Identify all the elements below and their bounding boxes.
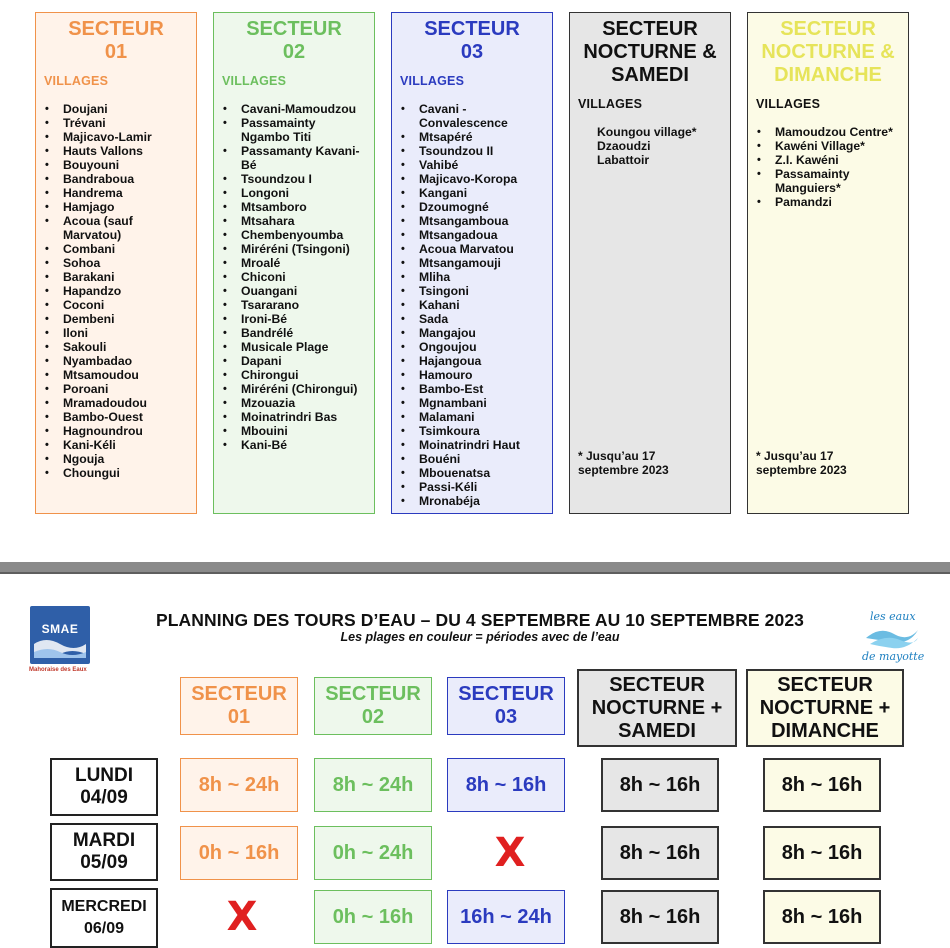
village-item: • Iloni	[44, 326, 188, 340]
slot-mercredi-nocturne-samedi: 8h ~ 16h	[601, 890, 719, 944]
village-item: • Miréréni (Chirongui)	[222, 382, 366, 396]
village-item: Marvatou)	[63, 228, 122, 242]
sector-nocturne-dimanche-title: SECTEUR NOCTURNE & DIMANCHE	[761, 18, 895, 86]
village-item: • Combani	[44, 242, 188, 256]
slot-mercredi-nocturne-dimanche: 8h ~ 16h	[763, 890, 881, 944]
village-item: Ngambo Titi	[241, 130, 312, 144]
village-item: • Tsararano	[222, 298, 366, 312]
village-item: • Trévani	[44, 116, 188, 130]
village-item: • Chiconi	[222, 270, 366, 284]
village-item: • Mramadoudou	[44, 396, 188, 410]
slot-mercredi-secteur-01-cross: X	[226, 894, 258, 940]
smae-logo-tagline: Mahoraise des Eaux	[29, 667, 87, 673]
sector-nocturne-samedi-subtitle: VILLAGES	[578, 97, 643, 111]
village-item: • Kawéni Village*	[756, 139, 900, 153]
village-item: • Handrema	[44, 186, 188, 200]
village-item: • Mamoudzou Centre*	[756, 125, 900, 139]
village-item: • Coconi	[44, 298, 188, 312]
village-item: • Cavani -	[400, 102, 544, 116]
village-item: • Miréréni (Tsingoni)	[222, 242, 366, 256]
village-item: • Mtsangamboua	[400, 214, 544, 228]
slot-mercredi-secteur-03: 16h ~ 24h	[447, 890, 565, 944]
sector-01-panel	[35, 12, 197, 514]
village-item: • Mtsangamouji	[400, 256, 544, 270]
village-item: • Kahani	[400, 298, 544, 312]
planning-title: PLANNING DES TOURS D’EAU – DU 4 SEPTEMBRE AU 10 SEPTEMBRE 2023	[155, 610, 804, 630]
sector-01-title: SECTEUR 01	[68, 18, 164, 63]
sector-03-village-list	[400, 102, 544, 508]
village-item: • Hauts Vallons	[44, 144, 188, 158]
village-item: • Passamainty	[222, 116, 366, 130]
village-item: • Poroani	[44, 382, 188, 396]
slot-lundi-secteur-01: 8h ~ 24h	[180, 758, 298, 812]
village-item: • Mliha	[400, 270, 544, 284]
village-item: • Bouéni	[400, 452, 544, 466]
village-item: • Hagnoundrou	[44, 424, 188, 438]
village-item: • Majicavo-Koropa	[400, 172, 544, 186]
village-item: • Bouyouni	[44, 158, 188, 172]
village-item: • Hamjago	[44, 200, 188, 214]
village-item: • Ongoujou	[400, 340, 544, 354]
sector-nocturne-dimanche-panel	[747, 12, 909, 514]
village-item: • Ouangani	[222, 284, 366, 298]
village-item: • Ngouja	[44, 452, 188, 466]
eaux-logo-bottom-text: de mayotte	[862, 650, 925, 663]
planning-subtitle: Les plages en couleur = périodes avec de l’eau	[340, 630, 620, 644]
slot-lundi-secteur-02: 8h ~ 24h	[314, 758, 432, 812]
village-item: Bé	[241, 158, 257, 172]
village-item: • Sohoa	[44, 256, 188, 270]
slot-mercredi-secteur-02: 0h ~ 16h	[314, 890, 432, 944]
village-item: • Majicavo-Lamir	[44, 130, 188, 144]
eaux-logo-top-text: les eaux	[870, 610, 916, 623]
village-item: • Barakani	[44, 270, 188, 284]
village-item: • Tsingoni	[400, 284, 544, 298]
smae-logo	[30, 606, 90, 666]
village-item: • Chembenyoumba	[222, 228, 366, 242]
village-item: • Moinatrindri Bas	[222, 410, 366, 424]
village-item: • Chirongui	[222, 368, 366, 382]
day-label-mardi: MARDI 05/09	[50, 823, 158, 881]
village-item: • Bambo-Est	[400, 382, 544, 396]
slot-mardi-secteur-01: 0h ~ 16h	[180, 826, 298, 880]
village-item: • Mronabéja	[400, 494, 544, 508]
village-item: • Acoua (sauf	[44, 214, 188, 228]
village-item: • Doujani	[44, 102, 188, 116]
slot-mardi-secteur-03-cross: X	[494, 830, 526, 876]
village-item: • Hajangoua	[400, 354, 544, 368]
day-label-mercredi: MERCREDI 06/09	[50, 888, 158, 948]
village-item: • Passamainty	[756, 167, 900, 181]
page-separator	[0, 562, 950, 574]
slot-lundi-secteur-03: 8h ~ 16h	[447, 758, 565, 812]
village-item: • Mangajou	[400, 326, 544, 340]
village-item: • Passamanty Kavani-	[222, 144, 366, 158]
sector-nocturne-dimanche-subtitle: VILLAGES	[756, 97, 821, 111]
village-item: • Hapandzo	[44, 284, 188, 298]
village-item: • Mtsapéré	[400, 130, 544, 144]
village-item: • Vahibé	[400, 158, 544, 172]
sector-03-title: SECTEUR 03	[424, 18, 520, 63]
village-item: • Moinatrindri Haut	[400, 438, 544, 452]
village-item: • Sada	[400, 312, 544, 326]
village-item: Manguiers*	[775, 181, 841, 195]
village-item: • Sakouli	[44, 340, 188, 354]
village-item: • Musicale Plage	[222, 340, 366, 354]
village-item: • Mtsangadoua	[400, 228, 544, 242]
village-item: • Malamani	[400, 410, 544, 424]
village-item: • Mgnambani	[400, 396, 544, 410]
village-item: • Bandrélé	[222, 326, 366, 340]
village-item: Koungou village*	[597, 125, 697, 139]
smae-logo-text: SMAE	[41, 622, 79, 636]
sector-nocturne-samedi-note: * Jusqu’au 17 septembre 2023	[578, 449, 669, 477]
village-item: • Mtsamboro	[222, 200, 366, 214]
slot-lundi-nocturne-dimanche: 8h ~ 16h	[763, 758, 881, 812]
village-item: • Kangani	[400, 186, 544, 200]
sector-02-panel	[213, 12, 375, 514]
village-item: Labattoir	[597, 153, 650, 167]
sector-02-village-list	[222, 102, 366, 452]
village-item: • Kani-Bé	[222, 438, 366, 452]
village-item: • Mtsamoudou	[44, 368, 188, 382]
village-item: • Tsoundzou II	[400, 144, 544, 158]
village-item: • Kani-Kéli	[44, 438, 188, 452]
village-item: • Dapani	[222, 354, 366, 368]
slot-mardi-nocturne-samedi: 8h ~ 16h	[601, 826, 719, 880]
village-item: • Passi-Kéli	[400, 480, 544, 494]
village-item: • Mroalé	[222, 256, 366, 270]
sector-02-subtitle: VILLAGES	[222, 74, 287, 88]
village-item: • Dzoumogné	[400, 200, 544, 214]
village-item: • Mzouazia	[222, 396, 366, 410]
village-item: Convalescence	[419, 116, 508, 130]
village-item: • Hamouro	[400, 368, 544, 382]
village-item: • Tsimkoura	[400, 424, 544, 438]
village-item: • Z.I. Kawéni	[756, 153, 900, 167]
slot-lundi-nocturne-samedi: 8h ~ 16h	[601, 758, 719, 812]
village-item: • Pamandzi	[756, 195, 900, 209]
header-secteur-02: SECTEUR 02	[314, 677, 432, 735]
sector-nocturne-dimanche-village-list	[756, 125, 900, 209]
sector-nocturne-dimanche-note: * Jusqu’au 17 septembre 2023	[756, 449, 847, 477]
slot-mardi-nocturne-dimanche: 8h ~ 16h	[763, 826, 881, 880]
village-item: • Mtsahara	[222, 214, 366, 228]
slot-mardi-secteur-02: 0h ~ 24h	[314, 826, 432, 880]
village-item: • Mbouenatsa	[400, 466, 544, 480]
village-item: • Choungui	[44, 466, 188, 480]
village-item: • Nyambadao	[44, 354, 188, 368]
village-item: • Bambo-Ouest	[44, 410, 188, 424]
sector-03-panel	[391, 12, 553, 514]
village-item: • Dembeni	[44, 312, 188, 326]
sector-03-subtitle: VILLAGES	[400, 74, 465, 88]
sector-02-title: SECTEUR 02	[246, 18, 342, 63]
day-label-lundi: LUNDI 04/09	[50, 758, 158, 816]
village-item: • Mbouini	[222, 424, 366, 438]
header-secteur-01: SECTEUR 01	[180, 677, 298, 735]
sector-01-village-list	[44, 102, 188, 480]
sector-nocturne-samedi-village-list	[578, 125, 722, 167]
village-item: • Cavani-Mamoudzou	[222, 102, 366, 116]
sector-nocturne-samedi-panel	[569, 12, 731, 514]
village-item: Dzaoudzi	[597, 139, 651, 153]
village-item: • Ironi-Bé	[222, 312, 366, 326]
header-nocturne-samedi: SECTEUR NOCTURNE + SAMEDI	[577, 669, 737, 747]
village-item: • Longoni	[222, 186, 366, 200]
village-item: • Bandraboua	[44, 172, 188, 186]
village-item: • Acoua Marvatou	[400, 242, 544, 256]
header-secteur-03: SECTEUR 03	[447, 677, 565, 735]
village-item: • Tsoundzou I	[222, 172, 366, 186]
sector-01-subtitle: VILLAGES	[44, 74, 109, 88]
header-nocturne-dimanche: SECTEUR NOCTURNE + DIMANCHE	[746, 669, 904, 747]
sector-nocturne-samedi-title: SECTEUR NOCTURNE & SAMEDI	[583, 18, 717, 86]
